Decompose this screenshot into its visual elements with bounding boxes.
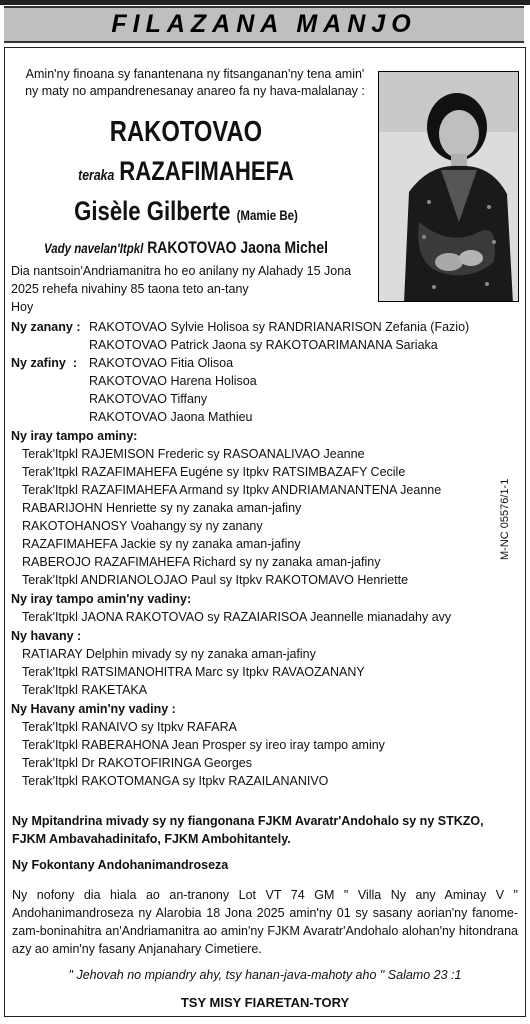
list-item: RATIARAY Delphin mivady sy ny zanaka aman-jafiny (22, 647, 316, 661)
maiden-name-line (33, 156, 338, 187)
list-item: RAKOTOVAO Harena Holisoa (89, 374, 257, 388)
mpitandrina-text: Ny Mpitandrina mivady sy ny fiangonana FJKM Avaratr'Andohalo sy ny STKZO, FJKM Ambavahadinitafo, FJKM Ambohitantely. (12, 814, 484, 846)
deceased-surname: RAKOTOVAO (109, 116, 263, 148)
vady-label: Vady navelan'Itpkl (44, 240, 144, 256)
list-item: RAKOTOVAO Tiffany (89, 392, 208, 406)
list-item: Terak'Itpkl JAONA RAKOTOVAO sy RAZAIARISOA Jeannelle mianadahy avy (22, 610, 452, 624)
bible-quote: " Jehovah no mpiandry ahy, tsy hanan-java-mahoty aho " Salamo 23 :1 (68, 968, 462, 982)
list-item: Terak'Itpkl RANAIVO sy Itpkv RAFARA (22, 720, 237, 734)
footer-note: TSY MISY FIARETAN-TORY (180, 995, 350, 1010)
list-item: RABEROJO RAZAFIMAHEFA Richard sy ny zanaka aman-jafiny (22, 555, 381, 569)
death-line: 2025 rehefa nivahiny 85 taona teto an-tany (11, 282, 249, 296)
spouse-name: RAKOTOVAO Jaona Michel (147, 238, 328, 257)
list-item: Terak'Itpkl RAKOTOMANGA sy Itpkv RAZAILANANIVO (22, 774, 329, 788)
notice-banner: FILAZANA MANJO (4, 6, 524, 43)
list-item: RABARIJOHN Henriette sy ny zanaka aman-jafiny (22, 501, 302, 515)
list-item: Terak'Itpkl RAZAFIMAHEFA Eugéne sy Itpkv RATSIMBAZAFY Cecile (22, 465, 406, 479)
funeral-details: Ny nofony dia hiala ao an-tranony Lot VT 74 GM " Villa Ny any Aminay V " Andohanimandroseza ny Alarobia 18 Jona 2025 amin'ny 01 sy sasany aorian'ny fanome-zam-boninahitra an'Andriamanitra ao amin'ny FJKM Avaratr'Andohalo alohan'ny hitondrana azy ao amin'ny fasany Anjanahary Cimetiere. (12, 888, 518, 956)
deceased-photo (378, 71, 519, 302)
intro-text: Amin'ny finoana sy fanantenana ny fitsanganan'ny tena amin' ny maty no ampandrenesanay anareo fa ny hava-malalanay : (25, 67, 365, 98)
teraka-label: teraka (78, 167, 115, 184)
havany-label: Ny havany : (11, 629, 82, 643)
death-line: Hoy (11, 300, 34, 314)
zanany-label: Ny zanany : (11, 320, 81, 334)
spouse-line (33, 238, 338, 258)
list-item: Terak'Itpkl RAJEMISON Frederic sy RASOANALIVAO Jeanne (22, 447, 365, 461)
zafiny-label: Ny zafiny : (11, 356, 77, 370)
maiden-name: RAZAFIMAHEFA (119, 156, 294, 186)
top-rule (0, 0, 530, 5)
fokontany-text: Ny Fokontany Andohanimandroseza (12, 858, 229, 872)
list-item: RAZAFIMAHEFA Jackie sy ny zanaka aman-jafiny (22, 537, 301, 551)
iray-tampo-vadiny-label: Ny iray tampo amin'ny vadiny: (11, 592, 192, 606)
list-item: RAKOTOVAO Patrick Jaona sy RAKOTOARIMANANA Sariaka (89, 338, 438, 352)
given-names-line (33, 196, 338, 227)
havany-vadiny-label: Ny Havany amin'ny vadiny : (11, 702, 176, 716)
portrait-image (379, 72, 519, 302)
list-item: Terak'Itpkl Dr RAKOTOFIRINGA Georges (22, 756, 252, 770)
given-names: Gisèle Gilberte (74, 196, 231, 226)
nickname: (Mamie Be) (236, 207, 298, 223)
list-item: Terak'Itpkl RAZAFIMAHEFA Armand sy Itpkv ANDRIAMANANTENA Jeanne (22, 483, 442, 497)
list-item: RAKOTOVAO Jaona Mathieu (89, 410, 253, 424)
list-item: Terak'Itpkl ANDRIANOLOJAO Paul sy Itpkv RAKOTOMAVO Henriette (22, 573, 409, 587)
list-item: RAKOTOHANOSY Voahangy sy ny zanany (22, 519, 263, 533)
reference-code: M-NC 05576/1-1 (499, 478, 511, 560)
death-line: Dia nantsoin'Andriamanitra ho eo anilany ny Alahady 15 Jona (11, 264, 352, 278)
list-item: Terak'Itpkl RAKETAKA (22, 683, 148, 697)
list-item: RAKOTOVAO Sylvie Holisoa sy RANDRIANARISON Zefania (Fazio) (89, 320, 470, 334)
list-item: Terak'Itpkl RATSIMANOHITRA Marc sy Itpkv RAVAOZANANY (22, 665, 365, 679)
iray-tampo-label: Ny iray tampo aminy: (11, 429, 138, 443)
list-item: Terak'Itpkl RABERAHONA Jean Prosper sy ireo iray tampo aminy (22, 738, 385, 752)
list-item: RAKOTOVAO Fitia Olisoa (89, 356, 234, 370)
